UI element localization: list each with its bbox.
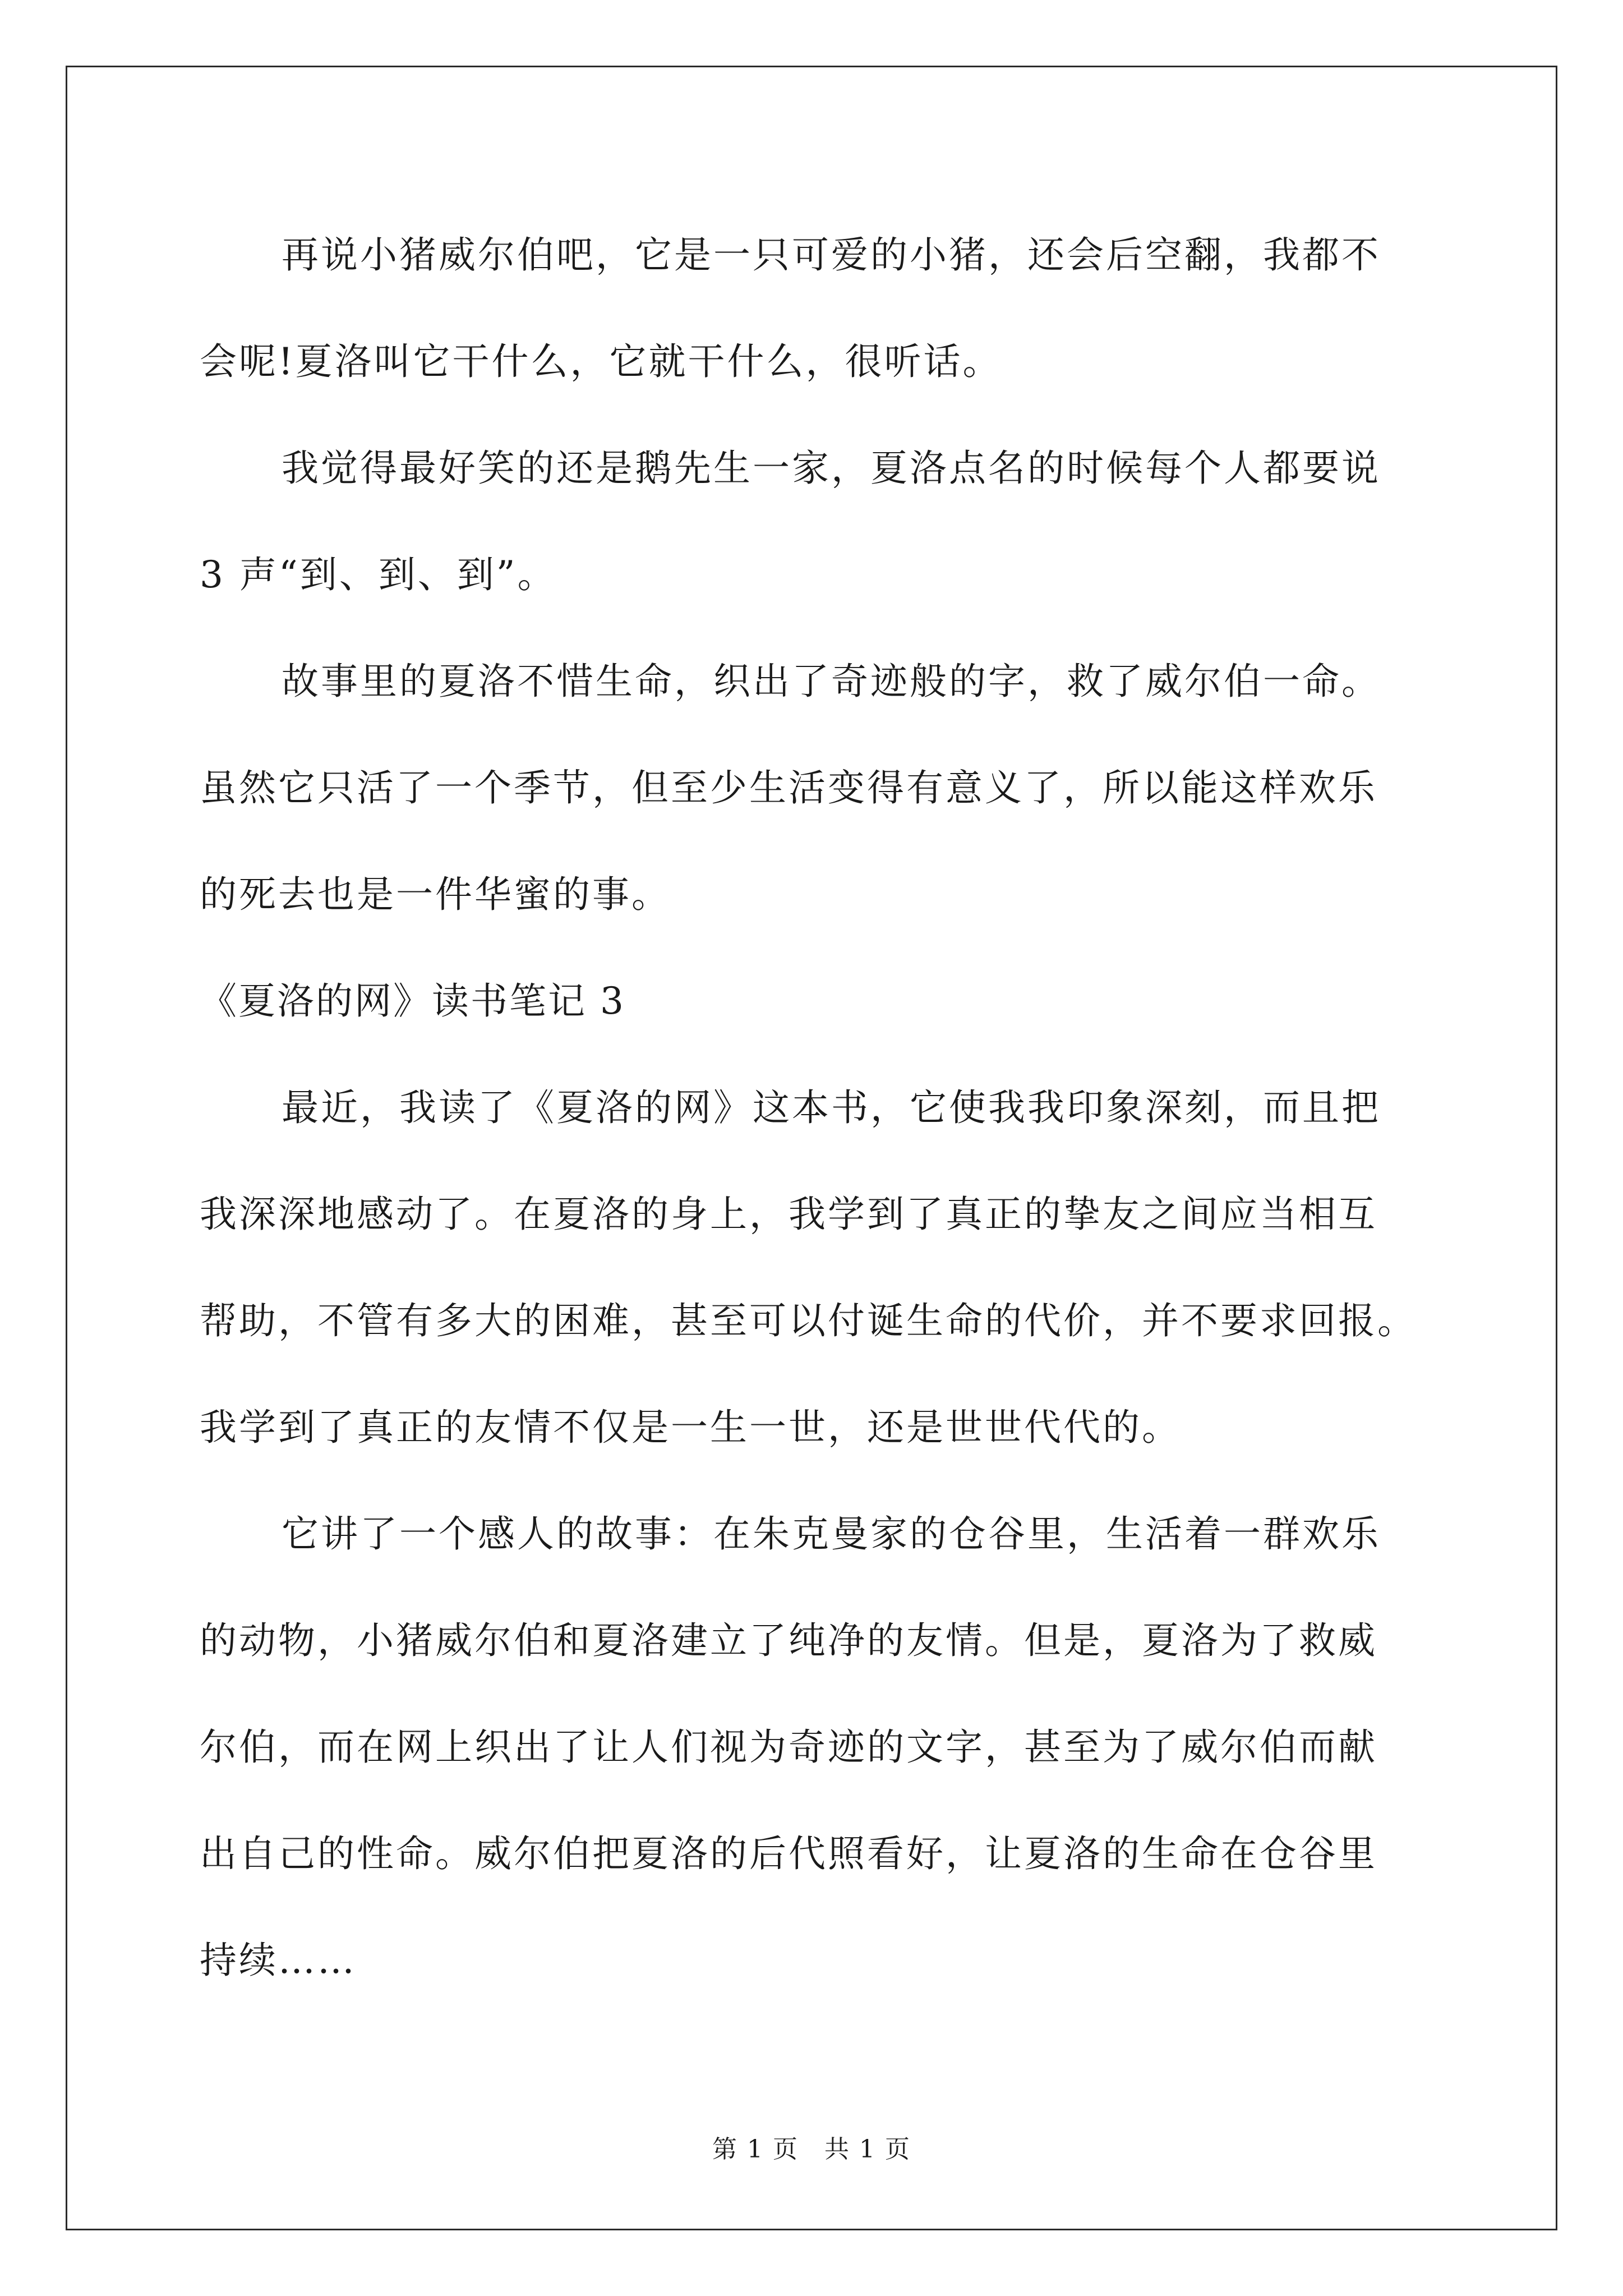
text-line: 虽然它只活了一个季节，但至少生活变得有意义了，所以能这样欢乐 [200,766,1377,809]
text-line: 尔伯，而在网上织出了让人们视为奇迹的文字，甚至为了威尔伯而献 [200,1726,1377,1769]
text-line: 帮助，不管有多大的困难，甚至可以付诞生命的代价，并不要求回报。 [200,1299,1417,1342]
text-line: 我深深地感动了。在夏洛的身上，我学到了真正的挚友之间应当相互 [200,1193,1377,1236]
text-line: 出自己的性命。威尔伯把夏洛的后代照看好，让夏洛的生命在仓谷里 [200,1832,1377,1875]
page-number-footer: 第 1 页 共 1 页 [712,2135,911,2164]
text-line: 最近，我读了《夏洛的网》这本书，它使我我印象深刻，而且把 [282,1086,1381,1129]
text-line: 的死去也是一件华蜜的事。 [200,873,671,916]
section-heading: 《夏洛的网》读书笔记 3 [200,979,625,1023]
text-line: 持续…… [200,1939,357,1982]
text-line: 再说小猪威尔伯吧，它是一只可爱的小猪，还会后空翻，我都不 [282,233,1381,277]
text-line: 故事里的夏洛不惜生命，织出了奇迹般的字，救了威尔伯一命。 [282,660,1381,703]
text-line: 它讲了一个感人的故事：在朱克曼家的仓谷里，生活着一群欢乐 [282,1512,1381,1556]
text-line: 我觉得最好笑的还是鹅先生一家，夏洛点名的时候每个人都要说 [282,447,1381,490]
text-line: 3 声“到、到、到”。 [200,553,557,596]
text-line: 的动物，小猪威尔伯和夏洛建立了纯净的友情。但是，夏洛为了救威 [200,1619,1377,1662]
document-body [200,202,1466,2014]
text-line: 我学到了真正的友情不仅是一生一世，还是世世代代的。 [200,1406,1181,1449]
text-line: 会呢!夏洛叫它干什么，它就干什么，很听话。 [200,340,1002,383]
